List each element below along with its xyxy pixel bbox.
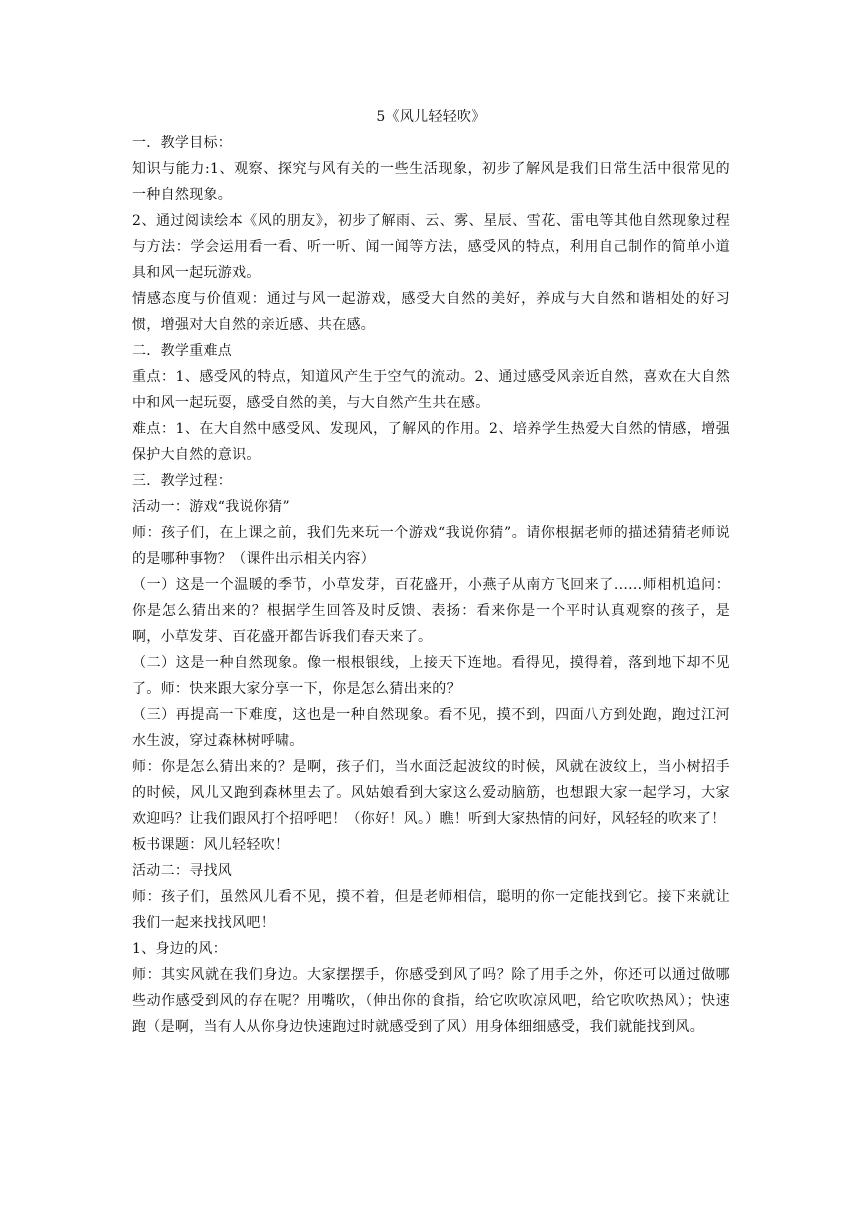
paragraph: （一）这是一个温暖的季节，小草发芽，百花盛开，小燕子从南方飞回来了......师相机追问：你是怎么猜出来的？根据学生回答及时反馈、表扬：看来你是一个平时认真观察的孩子，是啊，小草发芽、百花盛开都告诉我们春天来了。 [132,577,730,645]
section-heading-key-points: 二．教学重难点 [132,343,233,359]
activity-heading: 活动二：寻找风 [132,863,233,879]
subsection-heading: 1、身边的风： [132,941,228,957]
activity-heading: 活动一：游戏“我说你猜” [132,499,290,515]
section-heading-objectives: 一．教学目标： [132,135,233,151]
document-title: 5《风儿轻轻吹》 [376,109,486,125]
paragraph: 重点：1、感受风的特点，知道风产生于空气的流动。2、通过感受风亲近自然，喜欢在大自然中和风一起玩耍，感受自然的美，与大自然产生共在感。 [132,369,730,411]
paragraph: 师：你是怎么猜出来的？是啊，孩子们，当水面泛起波纹的时候，风就在波纹上，当小树招手的时候，风儿又跑到森林里去了。风姑娘看到大家这么爱动脑筋，也想跟大家一起学习，大家欢迎吗？让我们跟风打个招呼吧！（你好！风。）瞧！听到大家热情的问好，风轻轻的吹来了！ [132,759,730,827]
paragraph: 师：其实风就在我们身边。大家摆摆手，你感受到风了吗？除了用手之外，你还可以通过做哪些动作感受到风的存在呢？用嘴吹，（伸出你的食指，给它吹吹凉风吧，给它吹吹热风）；快速跑（是啊，当有人从你身边快速跑过时就感受到了风）用身体细细感受，我们就能找到风。 [132,967,730,1035]
paragraph: （二）这是一种自然现象。像一根根银线，上接天下连地。看得见，摸得着，落到地下却不见了。师：快来跟大家分享一下，你是怎么猜出来的？ [132,655,730,697]
paragraph: 师：孩子们，在上课之前，我们先来玩一个游戏“我说你猜”。请你根据老师的描述猜猜老师说的是哪种事物？（课件出示相关内容） [132,525,730,567]
paragraph: （三）再提高一下难度，这也是一种自然现象。看不见，摸不到，四面八方到处跑，跑过江河水生波，穿过森林树呼啸。 [132,707,730,749]
section-heading-process: 三．教学过程： [132,473,233,489]
paragraph: 板书课题：风儿轻轻吹！ [132,837,290,853]
document-page [132,104,730,1040]
paragraph: 师：孩子们，虽然风儿看不见，摸不着，但是老师相信，聪明的你一定能找到它。接下来就让我们一起来找找风吧！ [132,889,730,931]
paragraph: 2、通过阅读绘本《风的朋友》，初步了解雨、云、雾、星辰、雪花、雷电等其他自然现象过程与方法：学会运用看一看、听一听、闻一闻等方法，感受风的特点，利用自己制作的简单小道具和风一起玩游戏。 [132,213,730,281]
paragraph: 难点：1、在大自然中感受风、发现风，了解风的作用。2、培养学生热爱大自然的情感，增强保护大自然的意识。 [132,421,730,463]
paragraph: 情感态度与价值观：通过与风一起游戏，感受大自然的美好，养成与大自然和谐相处的好习惯，增强对大自然的亲近感、共在感。 [132,291,730,333]
paragraph: 知识与能力:1、观察、探究与风有关的一些生活现象，初步了解风是我们日常生活中很常见的一种自然现象。 [132,161,730,203]
